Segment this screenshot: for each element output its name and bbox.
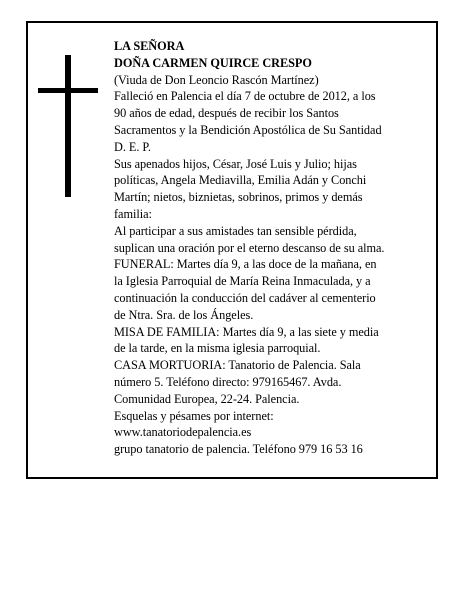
- prayer-request-line: suplican una oración por el eterno descanso de su alma.: [114, 240, 385, 255]
- notice-body: [114, 38, 432, 458]
- website-text: www.tanatoriodepalencia.es: [114, 425, 252, 440]
- family-mass-line: de la tarde, en la misma iglesia parroquial.: [114, 341, 321, 356]
- family-line: Martín; nietos, biznietas, sobrinos, primos y demás: [114, 190, 363, 205]
- deceased-name: DOÑA CARMEN QUIRCE CRESPO: [114, 55, 312, 70]
- death-details-line: Falleció en Palencia el día 7 de octubre de 2012, a los: [114, 89, 376, 104]
- widow-note: (Viuda de Don Leoncio Rascón Martínez): [114, 72, 319, 87]
- death-details-line: Sacramentos y la Bendición Apostólica de Su Santidad: [114, 122, 382, 137]
- mortuary-line: CASA MORTUORIA: Tanatorio de Palencia. Sala: [114, 358, 361, 373]
- notice-title: LA SEÑORA: [114, 39, 185, 53]
- cross-horizontal-bar: [38, 88, 98, 93]
- internet-condolences-line: Esquelas y pésames por internet:: [114, 408, 274, 423]
- funeral-line: de Ntra. Sra. de los Ángeles.: [114, 307, 254, 322]
- family-line: Sus apenados hijos, César, José Luis y Julio; hijas: [114, 156, 357, 171]
- family-line: políticas, Angela Mediavilla, Emilia Adán y Conchi: [114, 173, 367, 188]
- cross-icon: [38, 55, 98, 197]
- family-mass-line: MISA DE FAMILIA: Martes día 9, a las siete y media: [114, 324, 379, 339]
- funeral-line: continuación la conducción del cadáver al cementerio: [114, 290, 376, 305]
- mortuary-line: Comunidad Europea, 22-24. Palencia.: [114, 391, 300, 406]
- rip-line: D. E. P.: [114, 139, 151, 154]
- funeral-line: la Iglesia Parroquial de María Reina Inmaculada, y a: [114, 274, 371, 289]
- cross-vertical-bar: [65, 55, 71, 197]
- contact-phone-line: grupo tanatorio de palencia. Teléfono 979 16 53 16: [114, 442, 363, 457]
- funeral-line: FUNERAL: Martes día 9, a las doce de la mañana, en: [114, 257, 377, 272]
- prayer-request-line: Al participar a sus amistades tan sensible pérdida,: [114, 223, 357, 238]
- death-details-line: 90 años de edad, después de recibir los Santos: [114, 106, 339, 121]
- mortuary-line: número 5. Teléfono directo: 979165467. Avda.: [114, 374, 342, 389]
- family-line: familia:: [114, 206, 152, 221]
